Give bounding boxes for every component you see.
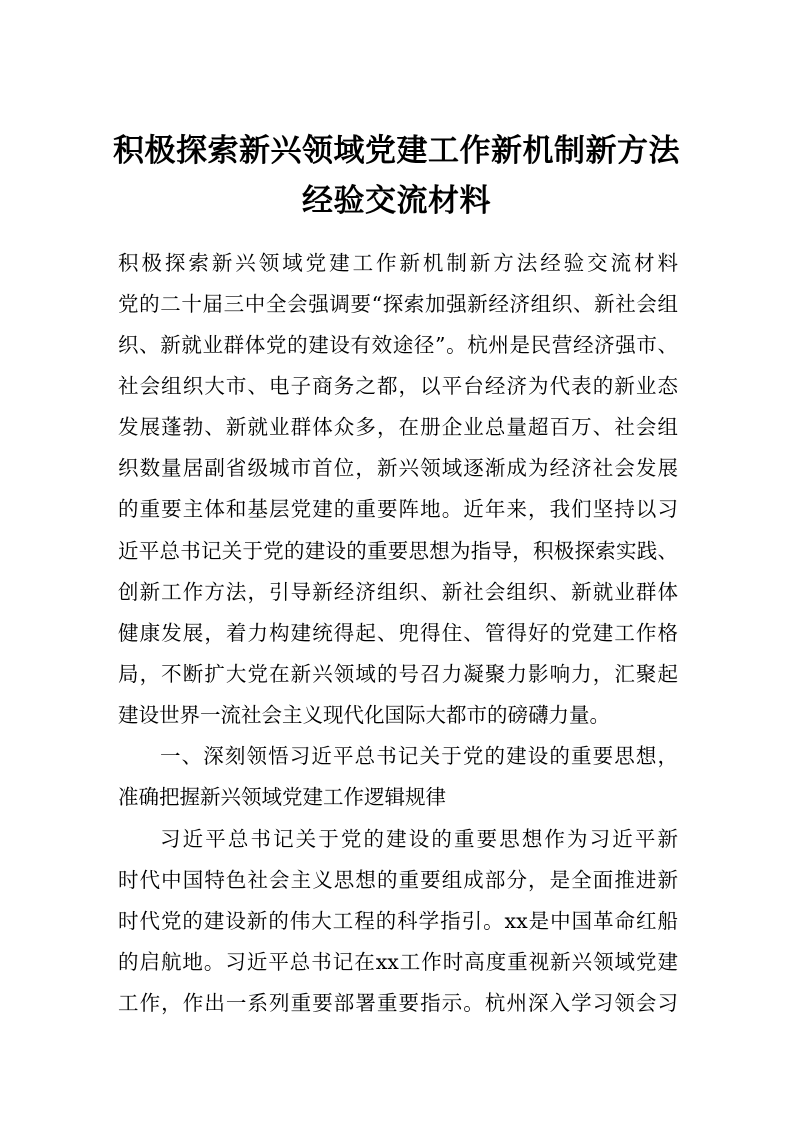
section-heading-line-1: 一、深刻领悟习近平总书记关于党的建设的重要思想， — [160, 744, 678, 768]
body-line: 时代党的建设新的伟大工程的科学指引。xx是中国革命红船 — [118, 909, 678, 933]
body-line: 健康发展，着力构建统得起、兜得住、管得好的党建工作格 — [118, 621, 678, 645]
body-line: 建设世界一流社会主义现代化国际大都市的磅礴力量。 — [118, 703, 610, 727]
body-line: 积极探索新兴领域党建工作新机制新方法经验交流材料 — [118, 251, 678, 275]
document-title-line-1: 积极探索新兴领域党建工作新机制新方法 — [113, 133, 680, 169]
body-line: 织数量居副省级城市首位，新兴领域逐渐成为经济社会发展 — [118, 456, 678, 480]
body-line: 工作，作出一系列重要部署重要指示。杭州深入学习领会习 — [118, 991, 678, 1015]
body-line: 习近平总书记关于党的建设的重要思想作为习近平新 — [160, 827, 678, 851]
body-line: 的启航地。习近平总书记在xx工作时高度重视新兴领域党建 — [118, 950, 678, 974]
body-line: 社会组织大市、电子商务之都，以平台经济为代表的新业态 — [118, 374, 678, 398]
body-line: 发展蓬勃、新就业群体众多，在册企业总量超百万、社会组 — [118, 415, 678, 439]
body-line: 党的二十届三中全会强调要“探索加强新经济组织、新社会组 — [118, 292, 678, 316]
section-heading-line-2: 准确把握新兴领域党建工作逻辑规律 — [118, 785, 446, 809]
body-line: 近平总书记关于党的建设的重要思想为指导，积极探索实践、 — [118, 539, 678, 563]
body-line: 的重要主体和基层党建的重要阵地。近年来，我们坚持以习 — [118, 497, 678, 521]
body-line: 创新工作方法，引导新经济组织、新社会组织、新就业群体 — [118, 580, 678, 604]
body-line: 织、新就业群体党的建设有效途径”。杭州是民营经济强市、 — [118, 333, 678, 357]
body-line: 局，不断扩大党在新兴领域的号召力凝聚力影响力，汇聚起 — [118, 662, 678, 686]
document-title-line-2: 经验交流材料 — [302, 183, 491, 219]
body-line: 时代中国特色社会主义思想的重要组成部分，是全面推进新 — [118, 868, 678, 892]
